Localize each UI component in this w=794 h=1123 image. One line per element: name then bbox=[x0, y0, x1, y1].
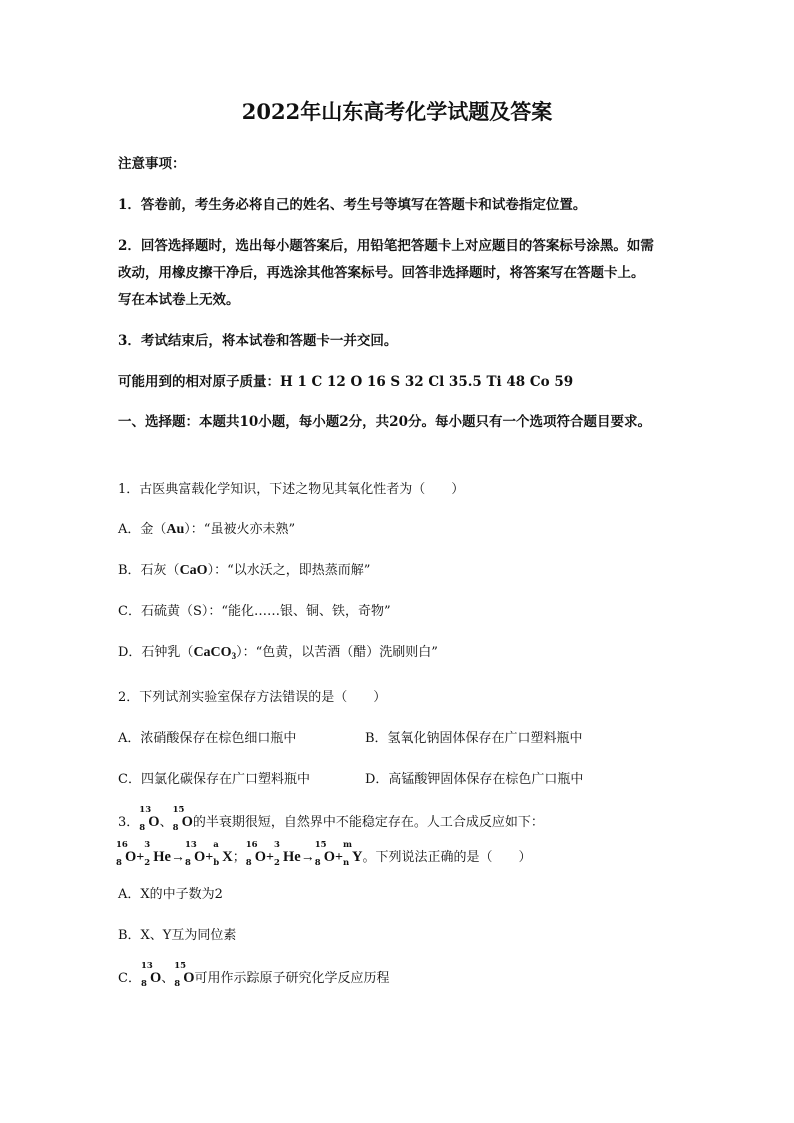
isotope-symbol: O bbox=[254, 849, 267, 865]
isotope-mass: 15 bbox=[172, 805, 185, 815]
plus-sign: + bbox=[205, 850, 214, 865]
q1-option-a bbox=[118, 518, 295, 538]
page-title: 2022年山东高考化学试题及答案 bbox=[241, 99, 553, 124]
q1-option-c: C．石硫黄（S）：“能化……银、铜、铁，奇物” bbox=[118, 604, 391, 619]
q3-stem bbox=[118, 805, 544, 833]
q1-option-d bbox=[118, 641, 438, 661]
notice-item-1: 1．答卷前，考生务必将自己的姓名、考生号等填写在答题卡和试卷指定位置。 bbox=[118, 197, 587, 213]
isotope-symbol: He bbox=[283, 849, 301, 865]
q1-option-d-formula-base: CaCO bbox=[193, 645, 232, 660]
isotope-o15 bbox=[174, 961, 195, 989]
notice-item-2-line-3: 写在本试卷上无效。 bbox=[118, 292, 240, 308]
separator: ； bbox=[232, 850, 246, 865]
q3-option-a: A．X的中子数为2 bbox=[118, 887, 223, 902]
plus-sign: + bbox=[266, 850, 275, 865]
q2-option-a: A．浓硝酸保存在棕色细口瓶中 bbox=[118, 731, 297, 746]
reaction-arrow: → bbox=[300, 850, 315, 865]
notice-item-2-line-2: 改动，用橡皮擦干净后，再选涂其他答案标号。回答非选择题时，将答案写在答题卡上。 bbox=[118, 265, 645, 281]
isotope-atomic-number: 8 bbox=[172, 823, 179, 833]
q3-option-c-text: 可用作示踪原子研究化学反应历程 bbox=[194, 971, 390, 986]
isotope-o15 bbox=[314, 840, 336, 868]
q3-option-b: B．X、Y互为同位素 bbox=[118, 928, 237, 943]
q3-option-c bbox=[118, 961, 390, 989]
q2-row-cd bbox=[118, 768, 678, 787]
q3-stem-text: 的半衰期很短，自然界中不能稳定存在。人工合成反应如下： bbox=[192, 815, 544, 830]
q1-option-a-formula: Au bbox=[166, 522, 185, 537]
section-1-heading: 一、选择题：本题共10小题，每小题2分，共20分。每小题只有一个选项符合题目要求。 bbox=[118, 414, 651, 430]
nuclide-x bbox=[213, 840, 233, 868]
separator: 、 bbox=[159, 815, 173, 830]
isotope-mass: a bbox=[213, 840, 219, 850]
isotope-he3 bbox=[274, 840, 301, 868]
isotope-symbol: He bbox=[153, 849, 171, 865]
isotope-o16 bbox=[245, 840, 267, 868]
q2-option-c: C．四氯化碳保存在广口塑料瓶中 bbox=[118, 772, 310, 787]
isotope-symbol: O bbox=[183, 970, 195, 986]
reaction-arrow: → bbox=[170, 850, 185, 865]
q1-option-d-formula-subscript: 3 bbox=[231, 651, 237, 661]
notice-item-3: 3．考试结束后，将本试卷和答题卡一并交回。 bbox=[118, 333, 398, 349]
isotope-symbol: O bbox=[149, 970, 162, 986]
isotope-o13 bbox=[184, 840, 206, 868]
q1-option-b bbox=[118, 559, 370, 579]
q1-option-a-text: ）：“虽被火亦未熟” bbox=[184, 522, 296, 537]
isotope-atomic-number: 8 bbox=[140, 979, 147, 989]
isotope-atomic-number: 8 bbox=[139, 823, 146, 833]
isotope-atomic-number: 2 bbox=[274, 858, 280, 868]
plus-sign: + bbox=[335, 850, 343, 865]
nuclide-y bbox=[343, 840, 363, 868]
isotope-mass: m bbox=[343, 840, 352, 850]
isotope-atomic-number: 8 bbox=[184, 858, 191, 868]
q2-option-b: B．氢氧化钠固体保存在广口塑料瓶中 bbox=[365, 731, 583, 746]
isotope-mass: 3 bbox=[144, 840, 151, 850]
q1-stem: 1．古医典富载化学知识，下述之物见其氧化性者为（ ） bbox=[118, 482, 465, 497]
q2-option-d: D．高锰酸钾固体保存在棕色广口瓶中 bbox=[365, 772, 584, 787]
q2-stem: 2．下列试剂实验室保存方法错误的是（ ） bbox=[118, 690, 387, 705]
q1-option-b-text: ）：“以水沃之，即热蒸而解” bbox=[207, 563, 371, 578]
isotope-symbol: O bbox=[193, 849, 206, 865]
isotope-mass: 13 bbox=[184, 840, 197, 850]
q3-question-text: 。下列说法正确的是（ ） bbox=[362, 850, 532, 865]
isotope-symbol: O bbox=[323, 849, 336, 865]
isotope-atomic-number: 8 bbox=[116, 858, 122, 868]
q1-option-d-formula bbox=[193, 645, 236, 660]
separator: 、 bbox=[161, 971, 175, 986]
q3-equations bbox=[116, 840, 532, 868]
q1-option-d-prefix: D．石钟乳（ bbox=[118, 645, 194, 660]
isotope-atomic-number: 8 bbox=[245, 858, 252, 868]
q1-option-b-formula: CaO bbox=[179, 563, 208, 578]
isotope-mass: 16 bbox=[245, 840, 258, 850]
isotope-atomic-number: 8 bbox=[174, 979, 181, 989]
isotope-he3 bbox=[144, 840, 171, 868]
isotope-symbol: X bbox=[222, 849, 233, 865]
atomic-masses: 可能用到的相对原子质量：H 1 C 12 O 16 S 32 Cl 35.5 Ti 48 Co 59 bbox=[118, 374, 574, 390]
notice-heading: 注意事项： bbox=[118, 156, 186, 172]
isotope-symbol: O bbox=[148, 814, 160, 830]
isotope-symbol: O bbox=[181, 814, 193, 830]
isotope-atomic-number: b bbox=[213, 858, 220, 868]
isotope-atomic-number: n bbox=[343, 858, 350, 868]
isotope-mass: 13 bbox=[140, 961, 153, 971]
isotope-mass: 15 bbox=[174, 961, 187, 971]
isotope-atomic-number: 8 bbox=[314, 858, 321, 868]
isotope-o15 bbox=[172, 805, 193, 833]
q1-option-a-prefix: A．金（ bbox=[118, 522, 167, 537]
isotope-symbol: O bbox=[125, 849, 137, 865]
isotope-o13 bbox=[140, 961, 162, 989]
q3-number: 3． bbox=[118, 815, 140, 830]
q1-option-b-prefix: B．石灰（ bbox=[118, 563, 180, 578]
isotope-mass: 16 bbox=[116, 840, 128, 850]
q2-row-ab bbox=[118, 727, 678, 746]
isotope-mass: 3 bbox=[274, 840, 280, 850]
isotope-atomic-number: 2 bbox=[144, 858, 151, 868]
plus-sign: + bbox=[136, 850, 145, 865]
isotope-mass: 15 bbox=[314, 840, 327, 850]
isotope-o16 bbox=[116, 840, 137, 868]
isotope-symbol: Y bbox=[352, 849, 363, 865]
q3-option-c-prefix: C． bbox=[118, 971, 141, 986]
notice-item-2-line-1: 2．回答选择题时，选出每小题答案后，用铅笔把答题卡上对应题目的答案标号涂黑。如需 bbox=[118, 238, 654, 254]
isotope-o13 bbox=[139, 805, 160, 833]
isotope-mass: 13 bbox=[139, 805, 152, 815]
q1-option-d-text: ）：“色黄，以苦酒（醋）洗刷则白” bbox=[236, 645, 438, 660]
